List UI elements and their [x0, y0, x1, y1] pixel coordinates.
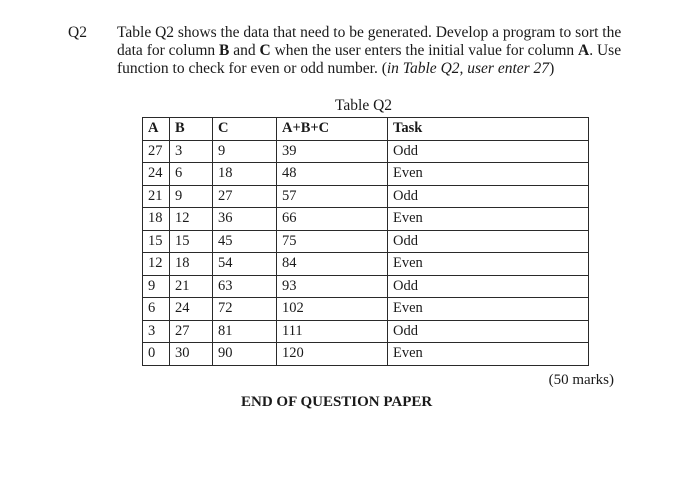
- cell-a: 9: [143, 275, 170, 298]
- table-header-row: [143, 118, 589, 141]
- end-of-paper: END OF QUESTION PAPER: [241, 394, 433, 410]
- marks-label: (50 marks): [548, 372, 614, 388]
- column-a-ref: A: [578, 42, 590, 59]
- table-row: [143, 185, 589, 208]
- cell-task: Even: [388, 208, 589, 231]
- column-c-ref: C: [259, 42, 271, 59]
- question-text: [117, 24, 637, 78]
- cell-c: 9: [213, 140, 277, 163]
- cell-a: 18: [143, 208, 170, 231]
- cell-c: 36: [213, 208, 277, 231]
- cell-c: 18: [213, 163, 277, 186]
- table-row: [143, 163, 589, 186]
- cell-a: 24: [143, 163, 170, 186]
- cell-task: Odd: [388, 140, 589, 163]
- cell-b: 3: [170, 140, 213, 163]
- cell-sum: 48: [277, 163, 388, 186]
- question-italic-note: in Table Q2, user enter 27: [386, 60, 550, 77]
- cell-sum: 84: [277, 253, 388, 276]
- cell-task: Odd: [388, 230, 589, 253]
- cell-b: 21: [170, 275, 213, 298]
- cell-sum: 120: [277, 343, 388, 366]
- cell-c: 54: [213, 253, 277, 276]
- table-row: [143, 140, 589, 163]
- cell-sum: 102: [277, 298, 388, 321]
- cell-a: 21: [143, 185, 170, 208]
- cell-task: Even: [388, 163, 589, 186]
- cell-a: 12: [143, 253, 170, 276]
- cell-a: 27: [143, 140, 170, 163]
- header-b: B: [170, 118, 213, 141]
- cell-sum: 39: [277, 140, 388, 163]
- cell-b: 15: [170, 230, 213, 253]
- cell-sum: 66: [277, 208, 388, 231]
- question-text-part3: . Use function to check for even or odd number. (: [117, 42, 622, 77]
- table-row: [143, 320, 589, 343]
- header-sum: A+B+C: [277, 118, 388, 141]
- cell-task: Odd: [388, 275, 589, 298]
- cell-b: 18: [170, 253, 213, 276]
- cell-task: Even: [388, 253, 589, 276]
- cell-b: 12: [170, 208, 213, 231]
- cell-task: Odd: [388, 320, 589, 343]
- table-body: [143, 140, 589, 365]
- cell-a: 6: [143, 298, 170, 321]
- question-text-part1: Table Q2 shows the data that need to be generated. Develop a program to sort the data for column: [117, 24, 622, 59]
- header-a: A: [143, 118, 170, 141]
- cell-task: Even: [388, 343, 589, 366]
- cell-b: 24: [170, 298, 213, 321]
- cell-c: 27: [213, 185, 277, 208]
- cell-b: 6: [170, 163, 213, 186]
- cell-task: Even: [388, 298, 589, 321]
- cell-c: 72: [213, 298, 277, 321]
- table-row: [143, 298, 589, 321]
- data-table: [142, 117, 589, 366]
- table-row: [143, 208, 589, 231]
- cell-sum: 57: [277, 185, 388, 208]
- cell-a: 0: [143, 343, 170, 366]
- cell-b: 27: [170, 320, 213, 343]
- table-row: [143, 275, 589, 298]
- cell-a: 3: [143, 320, 170, 343]
- question-text-part2: when the user enters the initial value for column: [270, 42, 579, 59]
- cell-sum: 75: [277, 230, 388, 253]
- table-row: [143, 230, 589, 253]
- header-task: Task: [388, 118, 589, 141]
- cell-c: 45: [213, 230, 277, 253]
- cell-sum: 111: [277, 320, 388, 343]
- question-text-close: ): [549, 60, 555, 77]
- cell-sum: 93: [277, 275, 388, 298]
- cell-task: Odd: [388, 185, 589, 208]
- cell-a: 15: [143, 230, 170, 253]
- question-text-and: and: [229, 42, 260, 59]
- header-c: C: [213, 118, 277, 141]
- cell-c: 63: [213, 275, 277, 298]
- table-row: [143, 343, 589, 366]
- question-number: Q2: [68, 24, 87, 41]
- table-caption: Table Q2: [335, 97, 393, 114]
- cell-b: 30: [170, 343, 213, 366]
- cell-b: 9: [170, 185, 213, 208]
- cell-c: 81: [213, 320, 277, 343]
- cell-c: 90: [213, 343, 277, 366]
- column-b-ref: B: [219, 42, 230, 59]
- table-row: [143, 253, 589, 276]
